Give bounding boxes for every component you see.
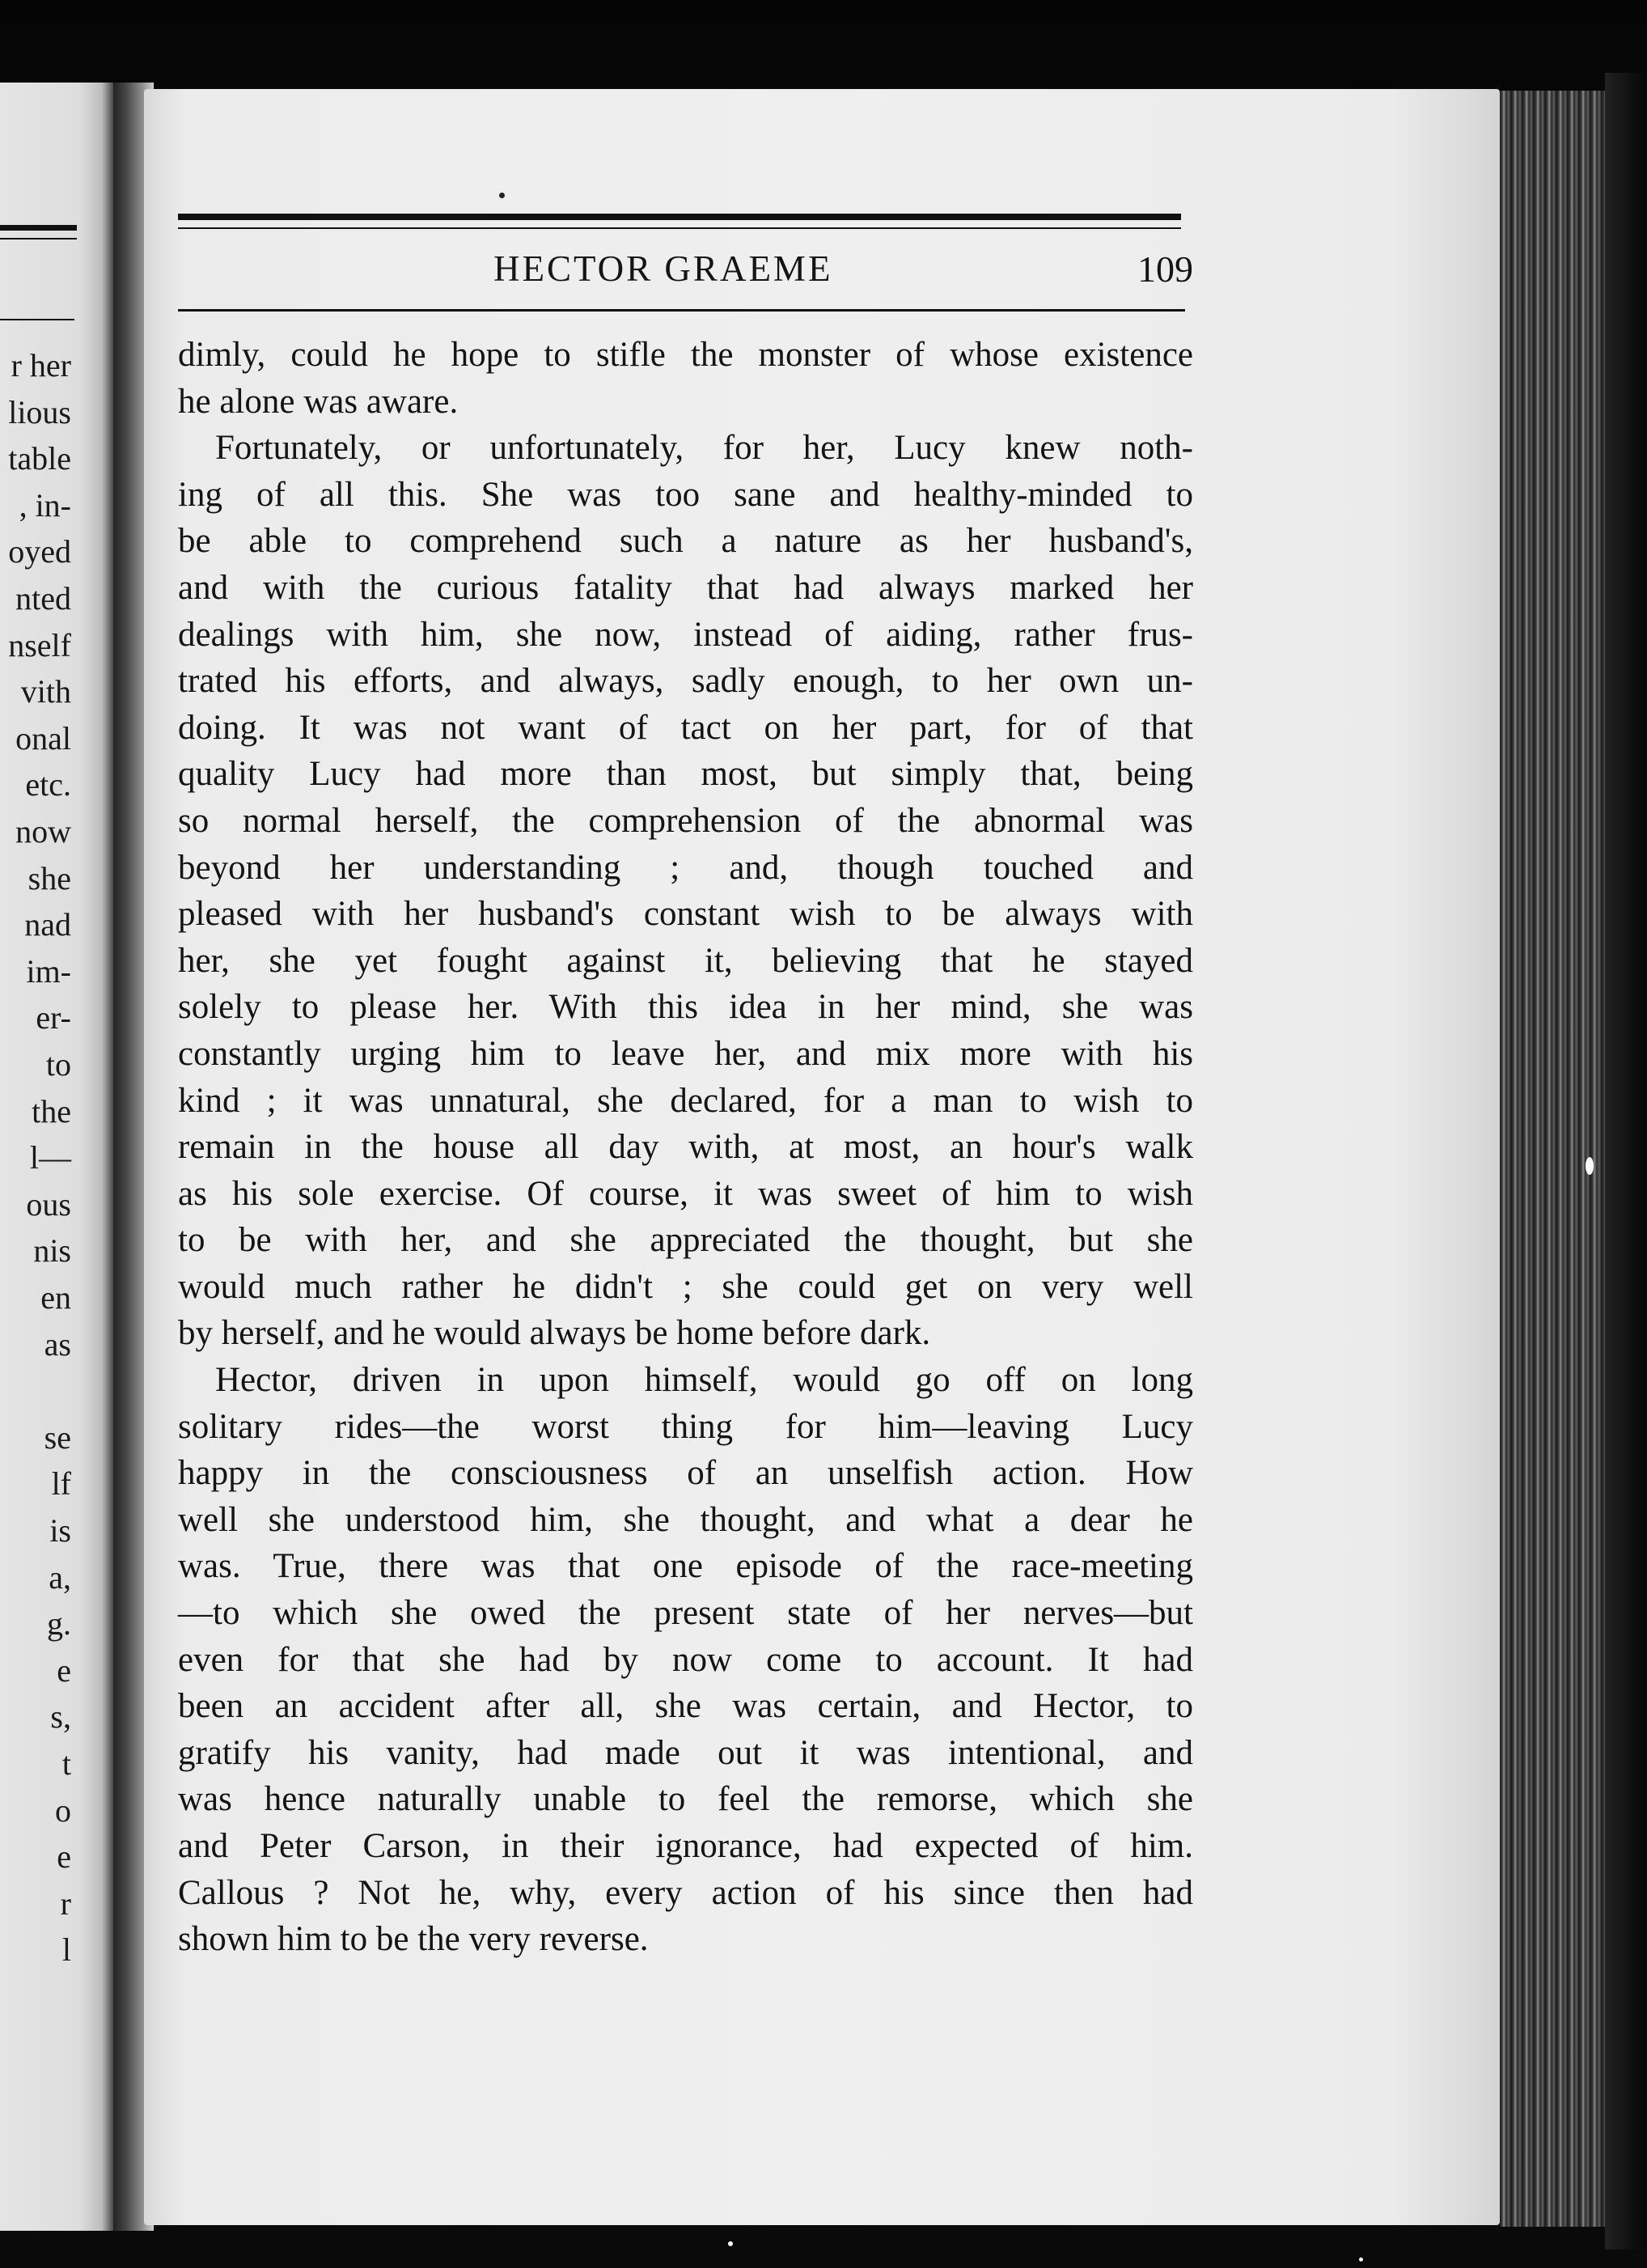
facing-page: [0, 83, 113, 2231]
header-underline: [178, 309, 1185, 312]
facing-page-line: to: [45, 1046, 71, 1083]
text-line: dealings with him, she now, instead of aiding, rather frus-: [178, 615, 1193, 654]
scan-speck: [728, 2241, 733, 2246]
facing-page-line: she: [28, 859, 71, 897]
page-body-text: [178, 332, 1193, 1963]
facing-page-line: en: [40, 1279, 71, 1316]
text-line: solely to please her. With this idea in her mind, she was: [178, 988, 1193, 1027]
facing-page-line: nself: [8, 626, 71, 663]
text-line: dimly, could he hope to stifle the monster of whose existence: [178, 336, 1193, 374]
text-line: doing. It was not want of tact on her part, for of that: [178, 708, 1193, 747]
facing-page-line: as: [44, 1325, 71, 1363]
text-line: was hence naturally unable to feel the remorse, which she: [178, 1780, 1193, 1819]
facing-page-line: etc.: [25, 766, 71, 803]
facing-page-line: onal: [15, 719, 71, 757]
facing-page-header-underline: [0, 319, 74, 320]
facing-page-header-rule-thin: [0, 238, 77, 240]
text-line: Hector, driven in upon himself, would go off on long: [215, 1361, 1193, 1400]
facing-page-line: ous: [26, 1185, 71, 1223]
facing-page-line: l—: [29, 1139, 71, 1176]
running-head-title: HECTOR GRAEME: [493, 248, 833, 289]
text-line: her, she yet fought against it, believing that he stayed: [178, 941, 1193, 980]
facing-page-line: r: [60, 1884, 71, 1922]
text-line: constantly urging him to leave her, and mix more with his: [178, 1034, 1193, 1073]
facing-page-line: e: [57, 1838, 71, 1876]
facing-page-line: table: [8, 440, 71, 477]
facing-page-line: s,: [50, 1698, 71, 1736]
facing-page-line: er-: [36, 999, 71, 1036]
header-rule-thin: [178, 227, 1181, 229]
facing-page-line: nis: [33, 1232, 71, 1270]
text-line: even for that she had by now come to account. It had: [178, 1640, 1193, 1679]
text-line: solitary rides—the worst thing for him—leaving Lucy: [178, 1407, 1193, 1446]
facing-page-line: g.: [47, 1605, 71, 1643]
facing-page-line: l: [61, 1931, 71, 1969]
text-line: and with the curious fatality that had always marked her: [178, 568, 1193, 607]
text-line: gratify his vanity, had made out it was intentional, and: [178, 1733, 1193, 1772]
text-line: trated his efforts, and always, sadly enough, to her own un-: [178, 662, 1193, 701]
text-line: he alone was aware.: [178, 382, 459, 421]
facing-page-line: im-: [26, 952, 71, 990]
scan-speck: [1359, 2257, 1363, 2262]
facing-page-line: lf: [51, 1465, 71, 1503]
text-line: well she understood him, she thought, and what a dear he: [178, 1500, 1193, 1539]
text-line: and Peter Carson, in their ignorance, had expected of him.: [178, 1827, 1193, 1865]
running-header: [178, 248, 1193, 296]
text-line: would much rather he didn't ; she could get on very well: [178, 1267, 1193, 1306]
text-line: ing of all this. She was too sane and healthy-minded to: [178, 475, 1193, 514]
facing-page-line: lious: [8, 393, 71, 430]
text-line: quality Lucy had more than most, but simply that, being: [178, 755, 1193, 794]
text-line: was. True, there was that one episode of the race-meeting: [178, 1547, 1193, 1586]
text-line: remain in the house all day with, at most, an hour's walk: [178, 1128, 1193, 1167]
facing-page-line: nad: [24, 906, 71, 943]
text-line: as his sole exercise. Of course, it was sweet of him to wish: [178, 1174, 1193, 1213]
text-line: been an accident after all, she was certain, and Hector, to: [178, 1687, 1193, 1726]
page-edges-shadow: [1605, 73, 1647, 2249]
ink-dot: [499, 193, 505, 198]
facing-page-line: is: [49, 1512, 71, 1549]
text-line: Callous ? Not he, why, every action of his since then had: [178, 1873, 1193, 1912]
facing-page-line: t: [61, 1745, 71, 1782]
facing-page-header-rule: [0, 225, 77, 231]
text-line: Fortunately, or unfortunately, for her, Lucy knew noth-: [215, 429, 1193, 468]
text-line: kind ; it was unnatural, she declared, for a man to wish to: [178, 1081, 1193, 1120]
facing-page-line: now: [15, 813, 71, 850]
facing-page-line: a,: [49, 1558, 71, 1596]
facing-page-line: vith: [20, 673, 71, 710]
facing-page-line: e: [57, 1651, 71, 1689]
page-number: 109: [1137, 248, 1193, 290]
text-line: by herself, and he would always be home before dark.: [178, 1314, 931, 1353]
header-rule-thick: [178, 214, 1181, 220]
facing-page-line: , in-: [19, 486, 71, 524]
text-line: to be with her, and she appreciated the thought, but she: [178, 1221, 1193, 1260]
text-line: so normal herself, the comprehension of the abnormal was: [178, 801, 1193, 840]
text-line: beyond her understanding ; and, though touched and: [178, 848, 1193, 887]
text-line: happy in the consciousness of an unselfish action. How: [178, 1454, 1193, 1493]
text-line: pleased with her husband's constant wish to be always with: [178, 895, 1193, 934]
text-line: shown him to be the very reverse.: [178, 1920, 649, 1959]
facing-page-line: se: [44, 1418, 71, 1456]
facing-page-line: the: [32, 1092, 71, 1130]
facing-page-line: o: [55, 1791, 71, 1829]
facing-page-line: oyed: [8, 533, 71, 570]
text-line: be able to comprehend such a nature as her husband's,: [178, 522, 1193, 561]
facing-page-line: r her: [11, 347, 71, 384]
facing-page-line: nted: [15, 580, 71, 617]
scan-speck: [1586, 1157, 1594, 1175]
text-line: —to which she owed the present state of her nerves—but: [178, 1594, 1193, 1633]
